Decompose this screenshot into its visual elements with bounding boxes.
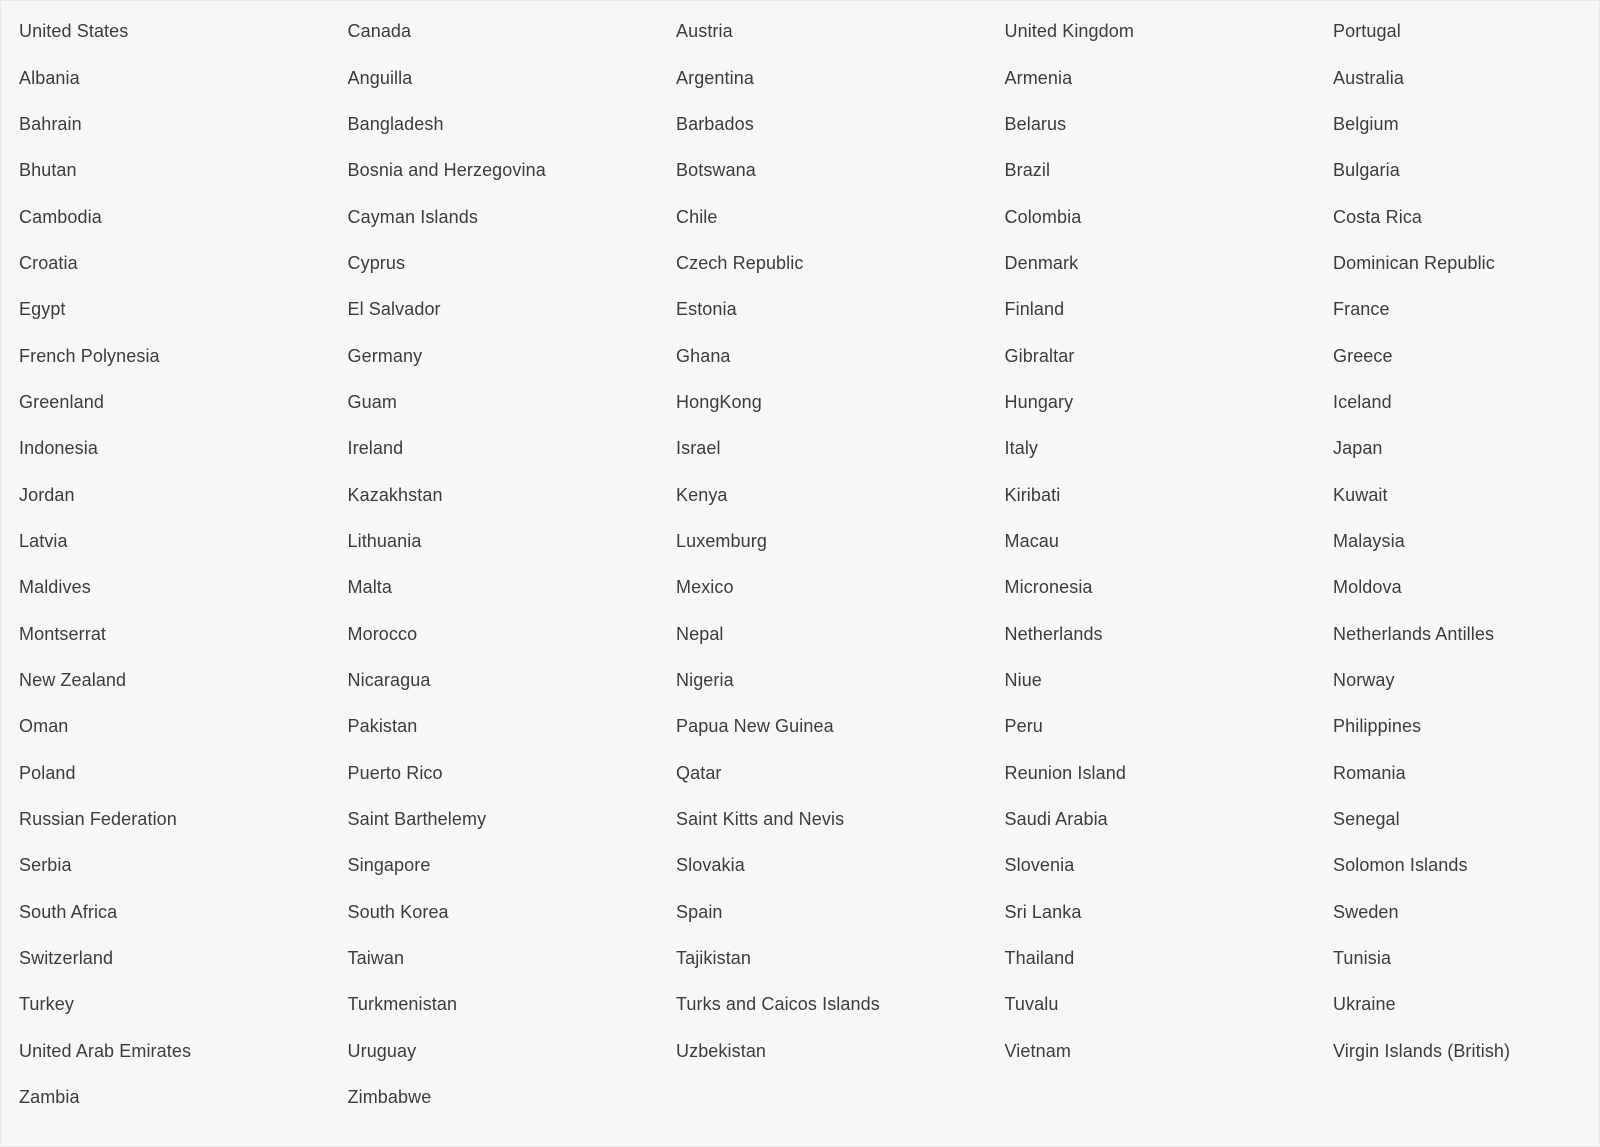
country-item[interactable]: Albania [19, 67, 80, 88]
country-item[interactable]: Tunisia [1333, 948, 1392, 969]
country-item[interactable]: Peru [1004, 716, 1043, 737]
country-item[interactable]: Niue [1004, 669, 1042, 690]
country-item[interactable]: Cayman Islands [347, 206, 478, 227]
country-item[interactable]: French Polynesia [19, 345, 160, 366]
country-item[interactable]: Saint Kitts and Nevis [676, 809, 845, 830]
country-item[interactable]: Bosnia and Herzegovina [347, 160, 546, 181]
country-item[interactable]: Luxemburg [676, 530, 767, 551]
country-item[interactable]: Bahrain [19, 113, 82, 134]
country-item[interactable]: Papua New Guinea [676, 716, 834, 737]
country-item[interactable]: Puerto Rico [347, 762, 443, 783]
country-item[interactable]: Denmark [1004, 252, 1079, 273]
country-item[interactable]: New Zealand [19, 669, 127, 690]
country-item[interactable]: Moldova [1333, 577, 1402, 598]
country-item[interactable]: Germany [347, 345, 423, 366]
country-item[interactable]: Costa Rica [1333, 206, 1423, 227]
country-item[interactable]: Nepal [676, 623, 724, 644]
country-item[interactable]: Portugal [1333, 21, 1401, 42]
country-item[interactable]: Cyprus [347, 252, 406, 273]
country-item[interactable]: Czech Republic [676, 252, 804, 273]
country-item[interactable]: Indonesia [19, 438, 98, 459]
country-item[interactable]: Oman [19, 716, 69, 737]
country-item[interactable]: Singapore [347, 855, 431, 876]
country-item[interactable]: Slovakia [676, 855, 745, 876]
country-item[interactable]: Greece [1333, 345, 1393, 366]
country-item[interactable]: Canada [347, 21, 412, 42]
country-selector-page [1, 1, 1599, 1120]
country-item[interactable]: Mexico [676, 577, 734, 598]
country-item[interactable]: Maldives [19, 577, 91, 598]
country-item[interactable]: South Africa [19, 901, 118, 922]
country-item[interactable]: Kenya [676, 484, 728, 505]
country-item[interactable]: Bangladesh [347, 113, 444, 134]
country-item[interactable]: Ireland [347, 438, 404, 459]
country-item[interactable]: United States [19, 21, 129, 42]
country-item[interactable]: Qatar [676, 762, 722, 783]
country-item[interactable]: Estonia [676, 299, 737, 320]
country-item[interactable]: Romania [1333, 762, 1406, 783]
country-item[interactable]: Netherlands Antilles [1333, 623, 1495, 644]
country-item[interactable]: Turkmenistan [347, 994, 458, 1015]
country-item[interactable]: Kazakhstan [347, 484, 443, 505]
country-item[interactable]: Russian Federation [19, 809, 177, 830]
country-item[interactable]: Lithuania [347, 530, 422, 551]
country-item[interactable]: Norway [1333, 669, 1395, 690]
country-item[interactable]: Kiribati [1004, 484, 1061, 505]
country-item[interactable]: Botswana [676, 160, 756, 181]
country-grid [19, 8, 1599, 1120]
country-item[interactable]: HongKong [676, 391, 762, 412]
country-item[interactable]: Dominican Republic [1333, 252, 1495, 273]
country-item[interactable]: Turks and Caicos Islands [676, 994, 880, 1015]
country-item[interactable]: Reunion Island [1004, 762, 1126, 783]
country-item[interactable]: Hungary [1004, 391, 1074, 412]
country-item[interactable]: Japan [1333, 438, 1383, 459]
country-item[interactable]: Israel [676, 438, 721, 459]
country-item[interactable]: Cambodia [19, 206, 102, 227]
country-item[interactable]: South Korea [347, 901, 449, 922]
country-item[interactable]: Bhutan [19, 160, 77, 181]
country-item[interactable]: Tajikistan [676, 948, 752, 969]
country-item[interactable]: Malta [347, 577, 393, 598]
country-item[interactable]: Belgium [1333, 113, 1399, 134]
country-item[interactable]: Spain [676, 901, 723, 922]
country-item[interactable]: Philippines [1333, 716, 1422, 737]
country-item[interactable]: Greenland [19, 391, 104, 412]
country-item[interactable]: Switzerland [19, 948, 114, 969]
country-item[interactable]: Serbia [19, 855, 72, 876]
country-item[interactable]: Turkey [19, 994, 74, 1015]
country-item[interactable]: Sweden [1333, 901, 1399, 922]
country-item[interactable]: El Salvador [347, 299, 441, 320]
country-item[interactable]: Belarus [1004, 113, 1067, 134]
country-item[interactable]: Morocco [347, 623, 418, 644]
country-item[interactable]: Uzbekistan [676, 1040, 767, 1061]
country-item[interactable]: Thailand [1004, 948, 1075, 969]
country-item[interactable]: Sri Lanka [1004, 901, 1082, 922]
country-item[interactable]: Zambia [19, 1087, 80, 1108]
country-item[interactable]: Armenia [1004, 67, 1073, 88]
country-item[interactable]: Jordan [19, 484, 75, 505]
country-item[interactable]: Malaysia [1333, 530, 1405, 551]
country-item[interactable]: United Kingdom [1004, 21, 1134, 42]
country-item[interactable]: Barbados [676, 113, 754, 134]
country-item[interactable]: Senegal [1333, 809, 1400, 830]
country-item[interactable]: Solomon Islands [1333, 855, 1468, 876]
country-item[interactable]: Netherlands [1004, 623, 1103, 644]
country-item[interactable]: Finland [1004, 299, 1065, 320]
country-item[interactable]: Iceland [1333, 391, 1392, 412]
country-item[interactable]: Colombia [1004, 206, 1082, 227]
country-item[interactable]: Guam [347, 391, 397, 412]
country-item[interactable]: Montserrat [19, 623, 107, 644]
country-item[interactable]: Ukraine [1333, 994, 1396, 1015]
country-item[interactable]: Anguilla [347, 67, 413, 88]
country-item[interactable]: Nicaragua [347, 669, 431, 690]
country-item[interactable]: Chile [676, 206, 718, 227]
country-item[interactable]: Micronesia [1004, 577, 1093, 598]
country-item[interactable]: Latvia [19, 530, 68, 551]
country-item[interactable]: Slovenia [1004, 855, 1075, 876]
country-item[interactable]: Croatia [19, 252, 78, 273]
country-item[interactable]: Uruguay [347, 1040, 417, 1061]
country-item[interactable]: Gibraltar [1004, 345, 1075, 366]
country-item[interactable]: Kuwait [1333, 484, 1388, 505]
country-item[interactable]: Pakistan [347, 716, 418, 737]
country-item[interactable]: Poland [19, 762, 76, 783]
country-item[interactable]: Brazil [1004, 160, 1051, 181]
country-item[interactable]: Zimbabwe [347, 1087, 432, 1108]
country-item[interactable]: Italy [1004, 438, 1039, 459]
country-item[interactable]: United Arab Emirates [19, 1040, 192, 1061]
country-item[interactable]: Taiwan [347, 948, 405, 969]
country-item[interactable]: Virgin Islands (British) [1333, 1040, 1511, 1061]
country-item[interactable]: Bulgaria [1333, 160, 1400, 181]
country-item[interactable]: Egypt [19, 299, 66, 320]
country-item[interactable]: Austria [676, 21, 733, 42]
country-item[interactable]: France [1333, 299, 1390, 320]
country-item[interactable]: Vietnam [1004, 1040, 1071, 1061]
country-item[interactable]: Saint Barthelemy [347, 809, 487, 830]
country-item[interactable]: Ghana [676, 345, 731, 366]
country-item[interactable]: Macau [1004, 530, 1060, 551]
country-item[interactable]: Saudi Arabia [1004, 809, 1108, 830]
country-item[interactable]: Tuvalu [1004, 994, 1059, 1015]
country-item[interactable]: Australia [1333, 67, 1404, 88]
country-item[interactable]: Argentina [676, 67, 754, 88]
country-item[interactable]: Nigeria [676, 669, 734, 690]
